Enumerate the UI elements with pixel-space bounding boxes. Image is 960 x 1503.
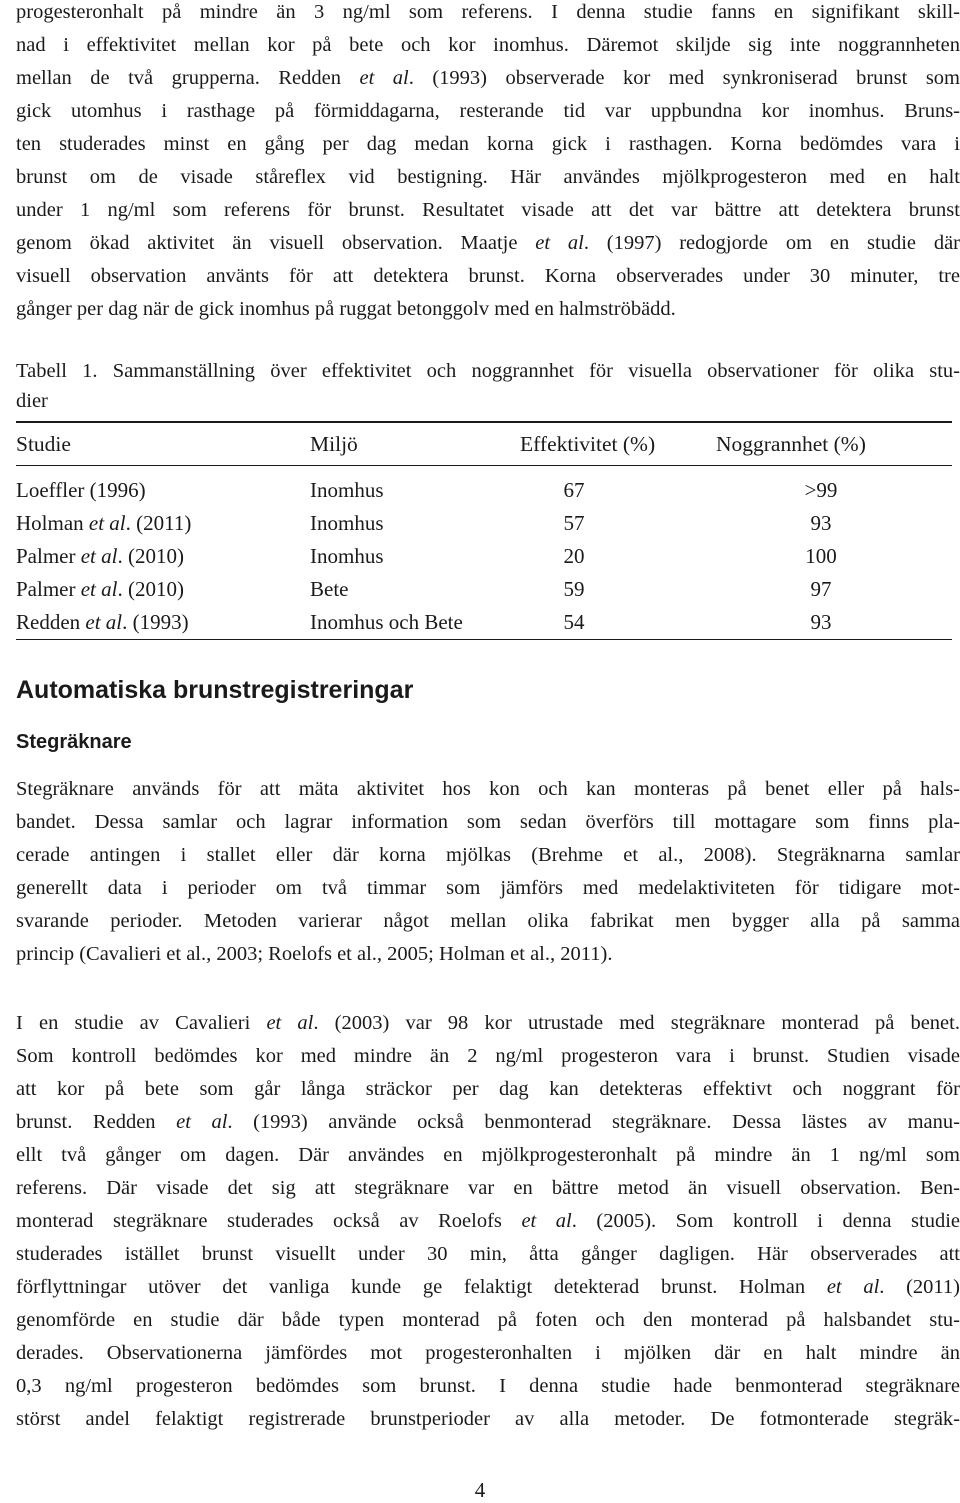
italic-text: et al: [521, 1210, 572, 1232]
text-segment: Stegräknare används för att mäta aktivitet hos kon och kan monteras på benet eller på hals-: [16, 778, 960, 800]
cell-effectiveness: 20: [563, 544, 585, 568]
text-segment: ellt två gånger om dagen. Där användes en mjölkprogesteronhalt på mindre än 1 ng/ml som: [16, 1144, 960, 1166]
text-line: [16, 773, 960, 806]
cell-environment: Bete: [310, 577, 349, 601]
text-segment: progesteronhalt på mindre än 3 ng/ml som referens. I denna studie fanns en signifikant skill-: [16, 1, 960, 23]
text-line: [16, 1106, 960, 1139]
text-line: [16, 293, 960, 326]
italic-text: et al: [88, 511, 126, 535]
cell-environment: Inomhus och Bete: [310, 606, 520, 640]
italic-text: et al: [359, 67, 409, 89]
text-line: [16, 1403, 960, 1436]
text-segment: monterad stegräknare studerades också av Roelofs: [16, 1210, 522, 1232]
text-line: [16, 1073, 960, 1106]
cell-study: [16, 466, 310, 508]
table-row: [16, 466, 952, 508]
text-segment: . (1993): [122, 610, 189, 634]
cell-effectiveness: 54: [520, 606, 716, 640]
text-line: [16, 227, 960, 260]
header-environment: Miljö: [310, 422, 520, 466]
text-segment: Palmer: [16, 577, 81, 601]
text-line: [16, 1139, 960, 1172]
header-study: Studie: [16, 422, 310, 466]
text-segment: genom ökad aktivitet än visuell observation. Maatje: [16, 232, 536, 254]
text-segment: . (1993) använde också benmonterad stegräknare. Dessa lästes av manu-: [227, 1111, 960, 1133]
text-line: [16, 1238, 960, 1271]
text-segment: Loeffler (1996): [16, 478, 146, 502]
page-number: 4: [474, 1478, 486, 1502]
text-segment: referens. Där visade det sig att stegräknare var en bättre metod än visuell observation. Ben-: [16, 1177, 960, 1199]
text-segment: brunst om de visade ståreflex vid bestigning. Här användes mjölkprogesteron med en halt: [16, 166, 960, 188]
text-segment: mellan de två grupperna. Redden: [16, 67, 360, 89]
paragraph-pedometer-studies: [16, 1007, 960, 1436]
text-segment: Holman: [16, 511, 89, 535]
italic-text: et al: [85, 610, 123, 634]
text-line: [16, 1304, 960, 1337]
cell-environment: Inomhus: [310, 511, 384, 535]
italic-text: et al: [80, 577, 118, 601]
text-segment: Palmer: [16, 544, 81, 568]
subsection-heading: Stegräknare: [16, 731, 132, 753]
cell-study: [16, 540, 310, 573]
cell-accuracy: 93: [810, 511, 832, 535]
text-line: [16, 161, 960, 194]
text-segment: störst andel felaktigt registrerade brunstperioder av alla metoder. De fotmonterade stegräk-: [16, 1408, 960, 1430]
italic-text: et al: [80, 544, 118, 568]
cell-accuracy: 93: [716, 606, 952, 640]
text-line: [16, 1205, 960, 1238]
paragraph-pedometer-intro: [16, 773, 960, 971]
text-segment: svarande perioder. Metoden varierar något mellan olika fabrikat men bygger alla på samma: [16, 910, 960, 932]
text-segment: brunst. Redden: [16, 1111, 177, 1133]
text-line: [16, 872, 960, 905]
text-segment: under 1 ng/ml som referens för brunst. Resultatet visade att det var bättre att detektera brunst: [16, 199, 960, 221]
table-row: [16, 573, 952, 606]
text-segment: . (1997) redogjorde om en studie där: [583, 232, 960, 254]
text-segment: derades. Observationerna jämfördes mot progesteronhalten i mjölken där en halt mindre än: [16, 1342, 960, 1364]
text-line: [16, 62, 960, 95]
caption-line: Tabell 1. Sammanställning över effektivitet och noggrannhet för visuella observationer för olika stu-: [16, 360, 960, 382]
text-segment: cerade antingen i stallet eller där korna mjölkas (Brehme et al., 2008). Stegräknarna samlar: [16, 844, 960, 866]
cell-accuracy: 100: [805, 544, 837, 568]
text-line: [16, 1172, 960, 1205]
cell-environment: Inomhus: [310, 544, 384, 568]
text-segment: . (2003) var 98 kor utrustade med stegräknare monterad på benet.: [313, 1012, 960, 1034]
text-line: [16, 1370, 960, 1403]
text-segment: nad i effektivitet mellan kor på bete och kor inomhus. Däremot skiljde sig inte noggrannheten: [16, 34, 960, 56]
text-segment: . (1993) observerade kor med synkroniserad brunst som: [408, 67, 960, 89]
text-segment: . (2011): [879, 1276, 960, 1298]
text-segment: gånger per dag när de gick inomhus på ruggat betonggolv med en halmströbädd.: [16, 298, 676, 320]
caption-line: dier: [16, 390, 48, 412]
text-segment: princip (Cavalieri et al., 2003; Roelofs et al., 2005; Holman et al., 2011).: [16, 943, 613, 965]
header-accuracy: Noggrannhet (%): [716, 422, 952, 466]
header-effectiveness: Effektivitet (%): [520, 422, 716, 466]
text-segment: . (2010): [117, 577, 184, 601]
italic-text: et al: [266, 1012, 314, 1034]
italic-text: et al: [826, 1276, 880, 1298]
text-segment: genomförde en studie där både typen monterad på foten och den monterad på halsbandet stu-: [16, 1309, 960, 1331]
table-row: [16, 507, 952, 540]
text-segment: . (2010): [117, 544, 184, 568]
text-line: [16, 95, 960, 128]
text-line: [16, 1271, 960, 1304]
text-line: [16, 29, 960, 62]
cell-accuracy: >99: [804, 478, 838, 502]
text-segment: 0,3 ng/ml progesteron bedömdes som brunst. I denna studie hade benmonterad stegräknare: [16, 1375, 960, 1397]
text-segment: studerades istället brunst visuellt under 30 min, åtta gånger dagligen. Här observerades att: [16, 1243, 960, 1265]
text-line: [16, 1040, 960, 1073]
text-line: [16, 0, 960, 29]
text-segment: Redden: [16, 610, 86, 634]
text-segment: att kor på bete som går långa sträckor per dag kan detekteras effektivt och noggrant för: [16, 1078, 960, 1100]
cell-study: [16, 573, 310, 606]
cell-effectiveness: 57: [563, 511, 585, 535]
italic-text: et al: [535, 232, 584, 254]
table-caption: [16, 356, 960, 416]
text-segment: I en studie av Cavalieri: [16, 1012, 267, 1034]
text-line: [16, 194, 960, 227]
cell-environment: Inomhus: [310, 478, 384, 502]
text-line: [16, 1007, 960, 1040]
text-segment: bandet. Dessa samlar och lagrar information som sedan överförs till mottagare som finns pla-: [16, 811, 960, 833]
table-header-row: [16, 422, 952, 466]
cell-effectiveness: 59: [563, 577, 585, 601]
summary-table: [16, 421, 952, 640]
text-segment: gick utomhus i rasthage på förmiddagarna, resterande tid var uppbundna kor inomhus. Bruns-: [16, 100, 960, 122]
cell-study: [16, 606, 310, 640]
text-segment: Som kontroll bedömdes kor med mindre än 2 ng/ml progesteron vara i brunst. Studien visade: [16, 1045, 960, 1067]
cell-study: [16, 507, 310, 540]
paragraph-visual-observation: [16, 0, 960, 326]
text-segment: . (2005). Som kontroll i denna studie: [571, 1210, 960, 1232]
text-line: [16, 839, 960, 872]
table-row: [16, 606, 952, 640]
text-line: [16, 128, 960, 161]
text-line: [16, 938, 960, 971]
text-segment: generellt data i perioder om två timmar som jämförs med medelaktiviteten för tidigare mot-: [16, 877, 960, 899]
text-segment: . (2011): [125, 511, 192, 535]
text-segment: visuell observation använts för att detektera brunst. Korna observerades under 30 minuter, tre: [16, 265, 960, 287]
cell-accuracy: 97: [810, 577, 832, 601]
text-segment: förflyttningar utöver det vanliga kunde ge felaktigt detekterad brunst. Holman: [16, 1276, 827, 1298]
cell-effectiveness: 67: [563, 478, 585, 502]
italic-text: et al: [176, 1111, 228, 1133]
table-row: [16, 540, 952, 573]
text-line: [16, 905, 960, 938]
text-line: [16, 260, 960, 293]
text-segment: ten studerades minst en gång per dag medan korna gick i rasthagen. Korna bedömdes vara i: [16, 133, 960, 155]
section-heading: Automatiska brunstregistreringar: [16, 676, 414, 704]
text-line: [16, 806, 960, 839]
text-line: [16, 1337, 960, 1370]
